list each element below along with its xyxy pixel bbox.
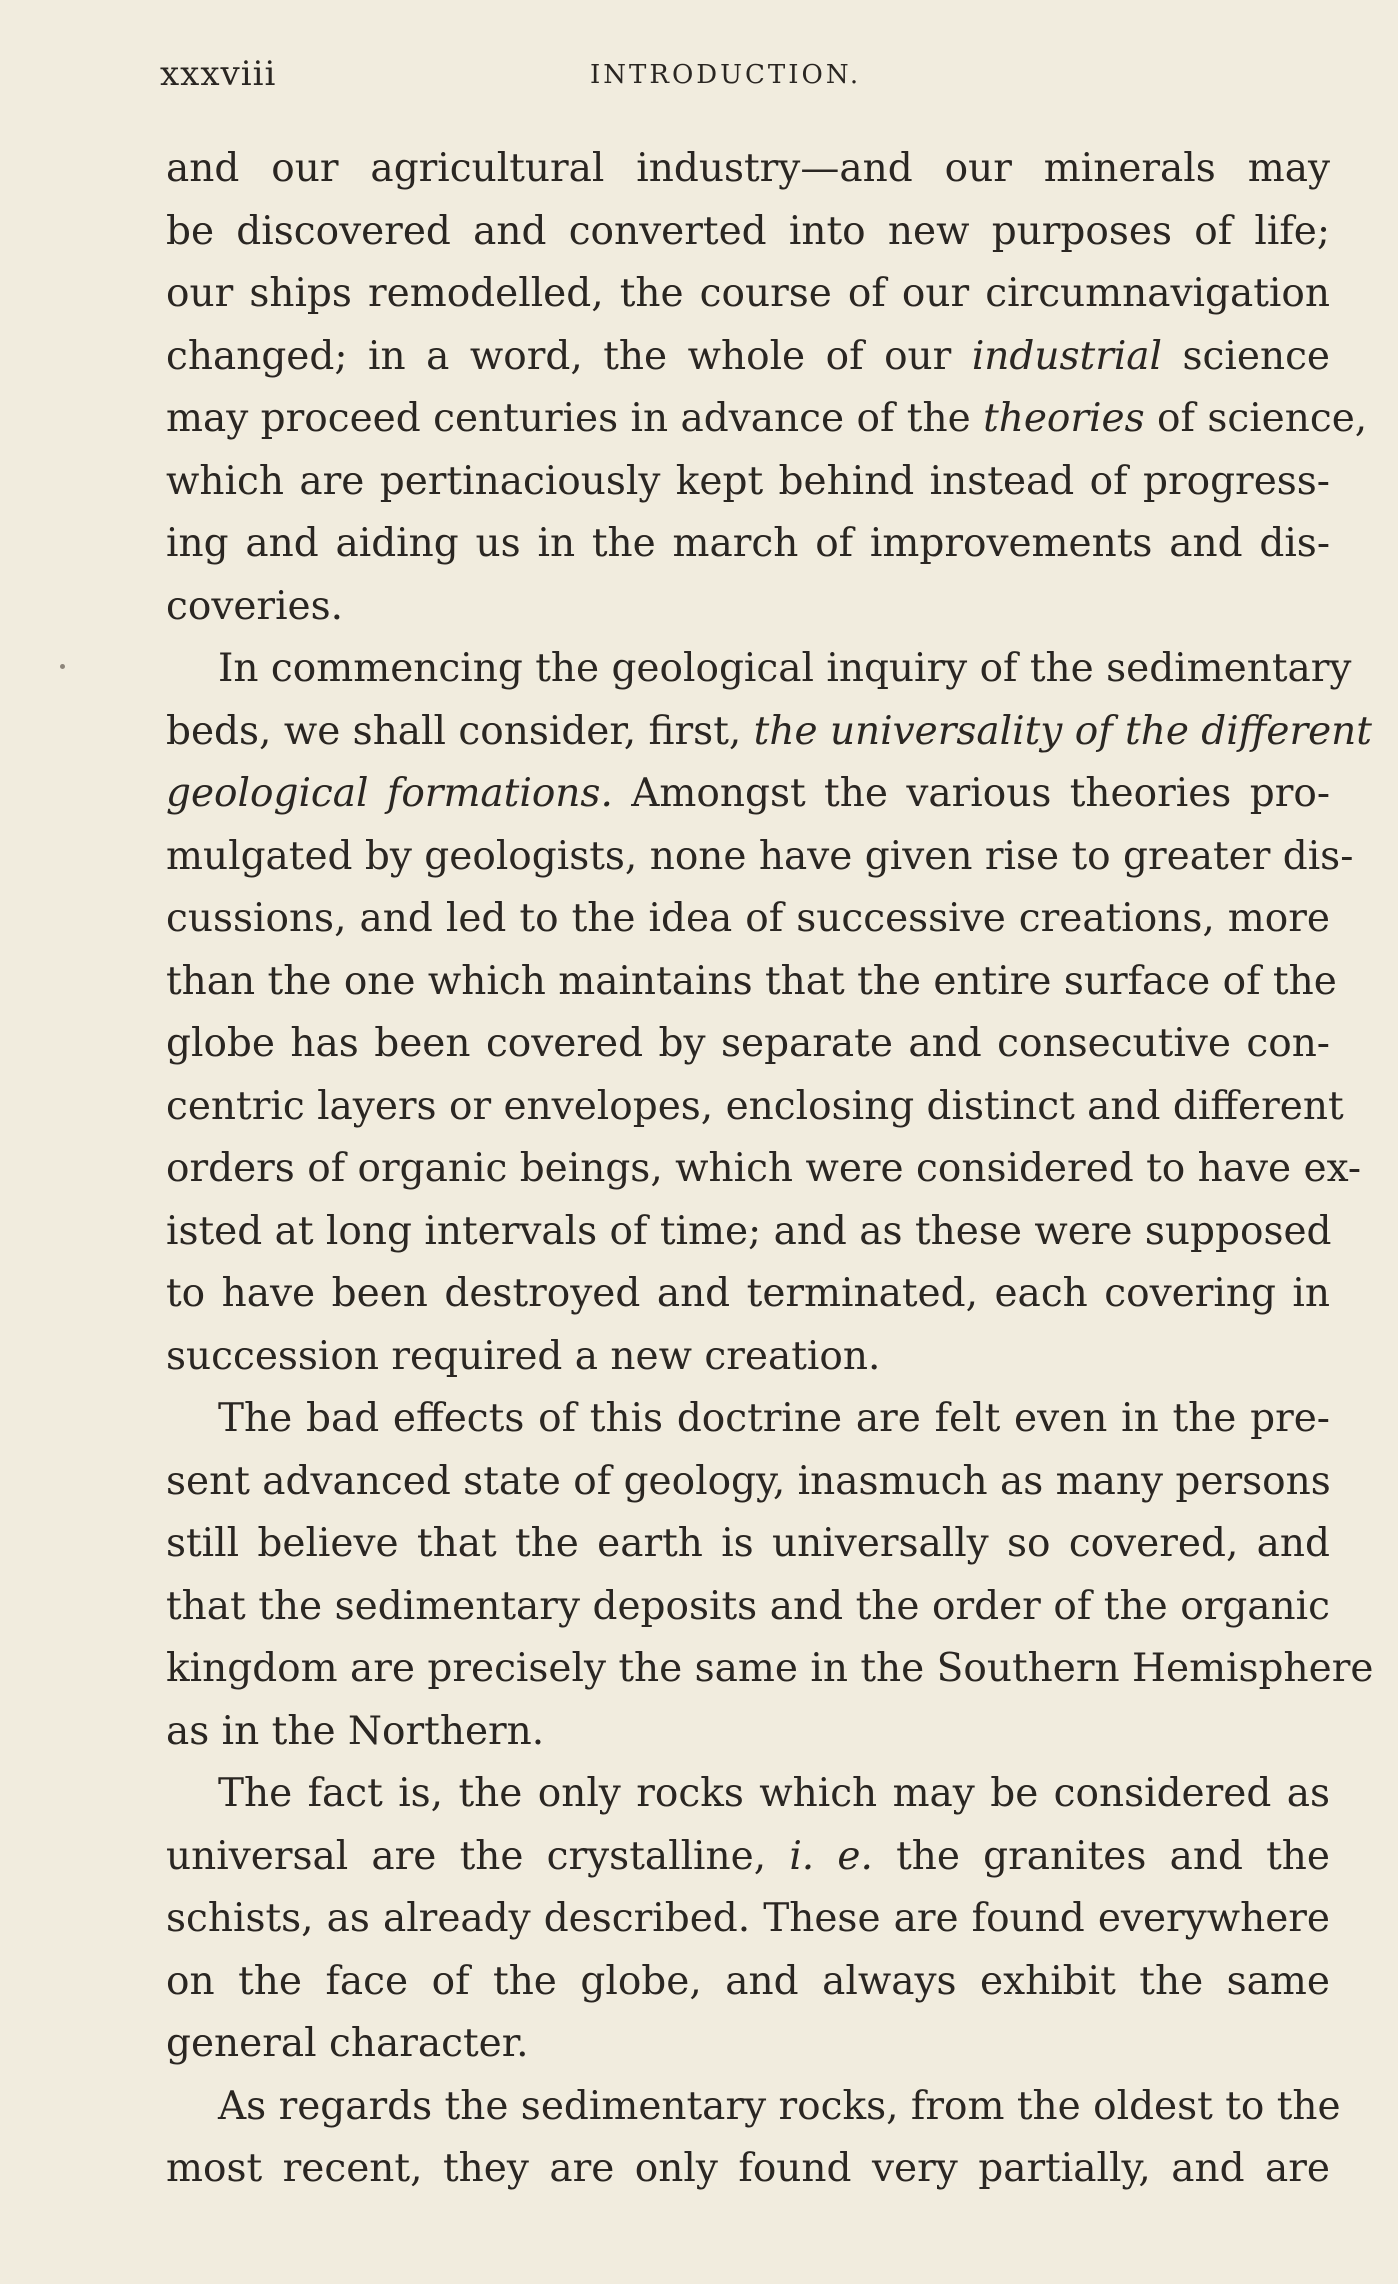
text-span: The fact is, the only rocks which may be considered as bbox=[218, 1771, 1330, 1816]
text-line bbox=[166, 201, 1330, 264]
text-line bbox=[166, 1201, 1330, 1264]
text-line bbox=[166, 263, 1330, 326]
text-line bbox=[166, 1576, 1330, 1639]
text-line bbox=[166, 1638, 1374, 1701]
text-line bbox=[166, 1263, 1330, 1326]
text-line bbox=[166, 1138, 1362, 1201]
text-line bbox=[166, 513, 1330, 576]
text-span: than the one which maintains that the entire surface of the bbox=[166, 958, 1337, 1004]
italic-text: geological formations. bbox=[166, 771, 613, 816]
italic-text: theories bbox=[983, 396, 1145, 441]
text-span: In commencing the geological inquiry of the sedimentary bbox=[218, 646, 1352, 691]
italic-text: i. e. bbox=[789, 1833, 873, 1879]
text-line bbox=[166, 2138, 1330, 2201]
text-span: our ships remodelled, the course of our circumnavigation bbox=[166, 271, 1330, 316]
text-line bbox=[166, 1326, 1330, 1389]
text-span: globe has been covered by separate and consecutive con- bbox=[166, 1021, 1330, 1066]
text-span: most recent, they are only found very partially, and are bbox=[166, 2146, 1330, 2191]
text-line bbox=[166, 888, 1330, 951]
text-span: be discovered and converted into new purposes of life; bbox=[166, 208, 1330, 254]
text-span: science bbox=[1162, 333, 1330, 379]
text-line bbox=[166, 1763, 1330, 1826]
text-span: which are pertinaciously kept behind instead of progress- bbox=[166, 458, 1330, 504]
text-line bbox=[166, 1951, 1330, 2014]
text-line bbox=[166, 638, 1352, 701]
text-span: may proceed centuries in advance of the bbox=[166, 396, 984, 441]
text-span: Amongst the various theories pro- bbox=[612, 771, 1330, 816]
text-span: still believe that the earth is universally so covered, and bbox=[166, 1521, 1330, 1566]
text-span: and our agricultural industry—and our minerals may bbox=[166, 146, 1330, 191]
text-line bbox=[166, 1826, 1330, 1889]
text-line bbox=[166, 951, 1337, 1014]
text-line bbox=[166, 1388, 1330, 1451]
text-span: to have been destroyed and terminated, each covering in bbox=[166, 1271, 1330, 1316]
text-line bbox=[166, 826, 1354, 889]
running-title: INTRODUCTION. bbox=[590, 60, 862, 90]
text-span: cussions, and led to the idea of successive creations, more bbox=[166, 896, 1330, 941]
text-span: As regards the sedimentary rocks, from the oldest to the bbox=[218, 2083, 1341, 2129]
text-span: centric layers or envelopes, enclosing distinct and different bbox=[166, 1083, 1344, 1129]
text-span: changed; in a word, the whole of our bbox=[166, 333, 972, 379]
text-span: on the face of the globe, and always exhibit the same bbox=[166, 1958, 1330, 2004]
text-span: universal are the crystalline, bbox=[166, 1833, 790, 1879]
text-line bbox=[166, 701, 1372, 764]
text-line bbox=[166, 1513, 1330, 1576]
text-span: that the sedimentary deposits and the order of the organic bbox=[166, 1583, 1330, 1629]
text-line bbox=[166, 576, 1330, 639]
text-line bbox=[166, 763, 1330, 826]
text-line bbox=[166, 1076, 1344, 1139]
text-line bbox=[166, 451, 1330, 514]
text-line bbox=[166, 138, 1330, 201]
text-line bbox=[166, 1888, 1330, 1951]
text-span: ing and aiding us in the march of improvements and dis- bbox=[166, 521, 1330, 566]
text-line bbox=[166, 2013, 1330, 2076]
text-span: schists, as already described. These are found everywhere bbox=[166, 1896, 1330, 1941]
body-text bbox=[166, 138, 1374, 2201]
page-number: xxxviii bbox=[160, 54, 277, 94]
text-line bbox=[166, 2076, 1341, 2139]
margin-speck bbox=[60, 664, 65, 669]
page-header bbox=[160, 48, 1330, 98]
text-span: kingdom are precisely the same in the Southern Hemisphere bbox=[166, 1646, 1374, 1691]
italic-text: industrial bbox=[971, 333, 1163, 379]
text-span: orders of organic beings, which were considered to have ex- bbox=[166, 1146, 1362, 1191]
text-span: mulgated by geologists, none have given rise to greater dis- bbox=[166, 833, 1354, 879]
text-span: general character. bbox=[166, 2021, 529, 2066]
italic-text: the universality of the different bbox=[753, 708, 1372, 754]
text-span: beds, we shall consider, first, bbox=[166, 708, 754, 754]
text-span: coveries. bbox=[166, 583, 344, 629]
text-span: as in the Northern. bbox=[166, 1708, 545, 1754]
text-line bbox=[166, 388, 1368, 451]
text-span: of science, bbox=[1144, 396, 1368, 441]
text-span: isted at long intervals of time; and as these were supposed bbox=[166, 1208, 1332, 1254]
text-span: the granites and the bbox=[872, 1833, 1330, 1879]
text-line bbox=[166, 1701, 1330, 1764]
text-span: succession required a new creation. bbox=[166, 1333, 881, 1379]
text-span: The bad effects of this doctrine are felt even in the pre- bbox=[218, 1396, 1330, 1441]
text-line bbox=[166, 1451, 1330, 1514]
text-line bbox=[166, 326, 1330, 389]
text-line bbox=[166, 1013, 1330, 1076]
text-span: sent advanced state of geology, inasmuch as many persons bbox=[166, 1458, 1331, 1504]
